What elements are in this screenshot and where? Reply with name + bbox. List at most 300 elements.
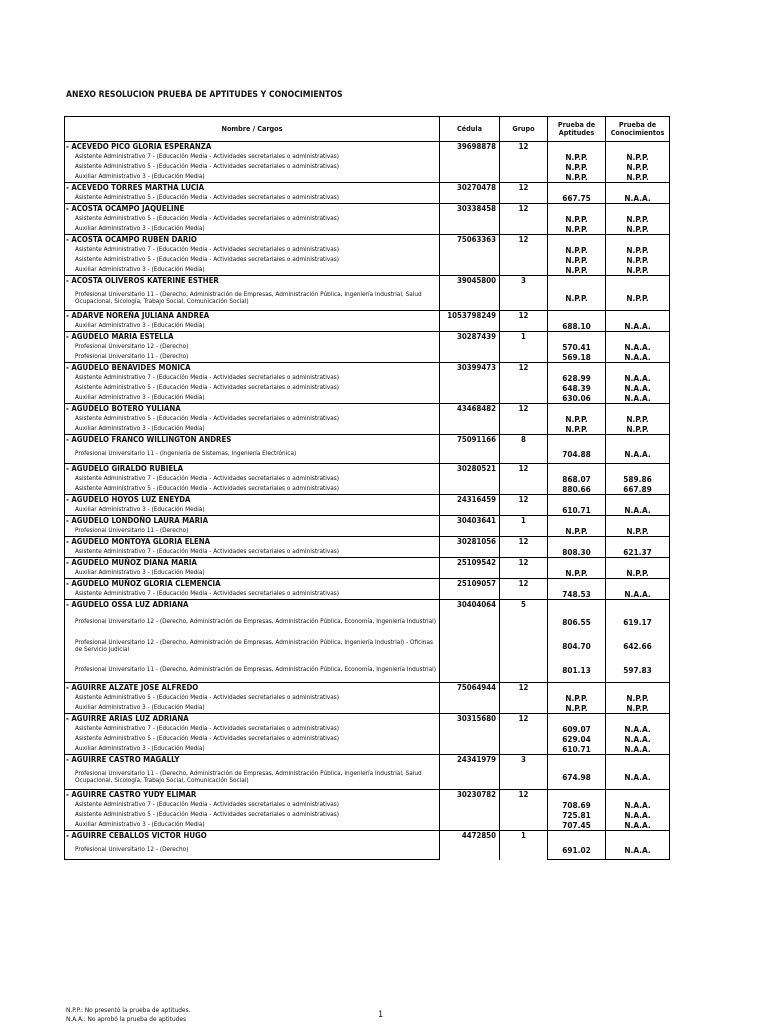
score-conocimientos: N.P.P. — [606, 414, 670, 424]
conocimientos-empty-cell — [606, 435, 670, 446]
position-row — [65, 152, 670, 162]
score-aptitudes: N.P.P. — [548, 286, 606, 311]
score-aptitudes: 708.69 — [548, 800, 606, 810]
conocimientos-empty-cell — [606, 790, 670, 801]
score-conocimientos: N.P.P. — [606, 526, 670, 537]
person-name: - ACOSTA OCAMPO RUBEN DARIO — [65, 235, 440, 246]
aptitudes-empty-cell — [548, 204, 606, 215]
person-grupo: 12 — [500, 790, 548, 831]
position-cargo: Asistente Administrativo 5 - (Educación Media - Actividades secretariales o administrativas) — [65, 255, 440, 265]
position-row — [65, 342, 670, 352]
position-cargo: Asistente Administrativo 5 - (Educación Media - Actividades secretariales o administrativas) — [65, 162, 440, 172]
position-row — [65, 383, 670, 393]
table-header-row — [65, 117, 670, 142]
position-row — [65, 658, 670, 683]
aptitudes-empty-cell — [548, 537, 606, 548]
aptitudes-empty-cell — [548, 579, 606, 590]
conocimientos-empty-cell — [606, 363, 670, 374]
aptitudes-empty-cell — [548, 516, 606, 527]
position-cargo: Profesional Universitario 12 - (Derecho, Administración de Empresas, Administración Pública, Economía, Ingeniería Industrial) — [65, 610, 440, 634]
position-cargo: Auxiliar Administrativo 3 - (Educación Media) — [65, 703, 440, 714]
score-aptitudes: 691.02 — [548, 841, 606, 860]
score-conocimientos: 642.66 — [606, 634, 670, 658]
position-row — [65, 373, 670, 383]
conocimientos-empty-cell — [606, 183, 670, 194]
person-grupo: 12 — [500, 683, 548, 714]
position-cargo: Auxiliar Administrativo 3 - (Educación Media) — [65, 505, 440, 516]
score-aptitudes: 570.41 — [548, 342, 606, 352]
person-cedula: 30281056 — [440, 537, 500, 558]
person-grupo: 5 — [500, 600, 548, 683]
score-conocimientos: N.A.A. — [606, 505, 670, 516]
score-aptitudes: N.P.P. — [548, 703, 606, 714]
person-cedula: 39045800 — [440, 276, 500, 311]
person-name: - AGUDELO MARIA ESTELLA — [65, 332, 440, 343]
score-aptitudes: 629.04 — [548, 734, 606, 744]
position-row — [65, 424, 670, 435]
person-grupo: 1 — [500, 516, 548, 537]
score-conocimientos: 667.89 — [606, 484, 670, 495]
person-name: - AGUIRRE CASTRO MAGALLY — [65, 755, 440, 766]
conocimientos-empty-cell — [606, 516, 670, 527]
person-grupo: 12 — [500, 311, 548, 332]
score-aptitudes: 628.99 — [548, 373, 606, 383]
person-row — [65, 683, 670, 694]
score-aptitudes: 725.81 — [548, 810, 606, 820]
person-name: - AGUDELO FRANCO WILLINGTON ANDRES — [65, 435, 440, 446]
person-row — [65, 142, 670, 153]
person-cedula: 30230782 — [440, 790, 500, 831]
conocimientos-empty-cell — [606, 311, 670, 322]
position-row — [65, 245, 670, 255]
person-row — [65, 600, 670, 611]
person-cedula: 25109057 — [440, 579, 500, 600]
score-conocimientos: N.P.P. — [606, 693, 670, 703]
person-grupo: 12 — [500, 404, 548, 435]
score-aptitudes: 674.98 — [548, 765, 606, 790]
table-body — [65, 142, 670, 860]
person-grupo: 1 — [500, 831, 548, 860]
person-row — [65, 714, 670, 725]
position-cargo: Asistente Administrativo 5 - (Educación Media - Actividades secretariales o administrativas) — [65, 734, 440, 744]
position-cargo: Auxiliar Administrativo 3 - (Educación Media) — [65, 393, 440, 404]
position-row — [65, 224, 670, 235]
position-row — [65, 352, 670, 363]
position-row — [65, 193, 670, 204]
person-cedula: 30287439 — [440, 332, 500, 363]
score-aptitudes: 868.07 — [548, 474, 606, 484]
position-cargo: Asistente Administrativo 5 - (Educación Media - Actividades secretariales o administrativas) — [65, 810, 440, 820]
person-grupo: 12 — [500, 204, 548, 235]
score-aptitudes: 748.53 — [548, 589, 606, 600]
score-conocimientos: N.P.P. — [606, 424, 670, 435]
score-conocimientos: N.P.P. — [606, 265, 670, 276]
position-row — [65, 505, 670, 516]
person-row — [65, 404, 670, 415]
conocimientos-empty-cell — [606, 142, 670, 153]
person-name: - AGUDELO BENAVIDES MONICA — [65, 363, 440, 374]
score-conocimientos: N.P.P. — [606, 255, 670, 265]
score-aptitudes: 806.55 — [548, 610, 606, 634]
person-row — [65, 495, 670, 506]
person-grupo: 12 — [500, 714, 548, 755]
score-conocimientos: N.P.P. — [606, 152, 670, 162]
person-grupo: 12 — [500, 235, 548, 276]
person-row — [65, 516, 670, 527]
position-row — [65, 445, 670, 464]
header-cedula: Cédula — [440, 117, 500, 142]
results-table — [64, 116, 670, 860]
position-row — [65, 744, 670, 755]
score-conocimientos: N.A.A. — [606, 800, 670, 810]
score-conocimientos: N.A.A. — [606, 383, 670, 393]
score-aptitudes: 667.75 — [548, 193, 606, 204]
score-aptitudes: N.P.P. — [548, 245, 606, 255]
position-cargo: Profesional Universitario 12 - (Derecho) — [65, 841, 440, 860]
aptitudes-empty-cell — [548, 363, 606, 374]
header-nombre: Nombre / Cargos — [65, 117, 440, 142]
score-conocimientos: N.A.A. — [606, 724, 670, 734]
score-conocimientos: N.A.A. — [606, 321, 670, 332]
position-row — [65, 634, 670, 658]
position-cargo: Asistente Administrativo 7 - (Educación Media - Actividades secretariales o administrativas) — [65, 152, 440, 162]
score-conocimientos: N.A.A. — [606, 342, 670, 352]
person-grupo: 12 — [500, 363, 548, 404]
score-conocimientos: 619.17 — [606, 610, 670, 634]
score-conocimientos: 589.86 — [606, 474, 670, 484]
score-aptitudes: 707.45 — [548, 820, 606, 831]
score-aptitudes: 808.30 — [548, 547, 606, 558]
score-aptitudes: 648.39 — [548, 383, 606, 393]
score-aptitudes: 804.70 — [548, 634, 606, 658]
person-cedula: 39698878 — [440, 142, 500, 183]
position-row — [65, 321, 670, 332]
person-name: - AGUDELO LONDOÑO LAURA MARIA — [65, 516, 440, 527]
position-cargo: Auxiliar Administrativo 3 - (Educación Media) — [65, 744, 440, 755]
position-cargo: Auxiliar Administrativo 3 - (Educación Media) — [65, 172, 440, 183]
position-row — [65, 703, 670, 714]
person-row — [65, 183, 670, 194]
position-row — [65, 162, 670, 172]
person-name: - AGUIRRE ALZATE JOSE ALFREDO — [65, 683, 440, 694]
position-cargo: Asistente Administrativo 7 - (Educación Media - Actividades secretariales o administrativas) — [65, 589, 440, 600]
position-row — [65, 214, 670, 224]
person-cedula: 30280521 — [440, 464, 500, 495]
person-grupo: 1 — [500, 332, 548, 363]
person-row — [65, 464, 670, 475]
score-aptitudes: N.P.P. — [548, 214, 606, 224]
person-grupo: 12 — [500, 495, 548, 516]
score-conocimientos: 597.83 — [606, 658, 670, 683]
score-aptitudes: 704.88 — [548, 445, 606, 464]
aptitudes-empty-cell — [548, 183, 606, 194]
person-name: - AGUDELO MUÑOZ DIANA MARIA — [65, 558, 440, 569]
person-row — [65, 558, 670, 569]
person-name: - ACOSTA OLIVEROS KATERINE ESTHER — [65, 276, 440, 287]
score-conocimientos: N.P.P. — [606, 286, 670, 311]
aptitudes-empty-cell — [548, 332, 606, 343]
aptitudes-empty-cell — [548, 435, 606, 446]
position-row — [65, 765, 670, 790]
person-name: - ACOSTA OCAMPO JAQUELINE — [65, 204, 440, 215]
position-row — [65, 810, 670, 820]
score-aptitudes: 630.06 — [548, 393, 606, 404]
score-conocimientos: N.A.A. — [606, 841, 670, 860]
aptitudes-empty-cell — [548, 311, 606, 322]
position-cargo: Profesional Universitario 11 - (Derecho, Administración de Empresas, Administración Pública, Economía, Ingeniería Industrial) — [65, 658, 440, 683]
position-row — [65, 589, 670, 600]
score-conocimientos: N.A.A. — [606, 820, 670, 831]
position-row — [65, 265, 670, 276]
score-aptitudes: 610.71 — [548, 744, 606, 755]
position-row — [65, 568, 670, 579]
score-aptitudes: N.P.P. — [548, 693, 606, 703]
position-cargo: Profesional Universitario 11 - (Derecho, Administración de Empresas, Administración Pública, Ingeniería Industrial, Salud Ocupacional, Sicología, Trabajo Social, Comunicación Social) — [65, 286, 440, 311]
score-conocimientos: N.A.A. — [606, 744, 670, 755]
conocimientos-empty-cell — [606, 537, 670, 548]
conocimientos-empty-cell — [606, 579, 670, 590]
position-cargo: Asistente Administrativo 7 - (Educación Media - Actividades secretariales o administrativas) — [65, 245, 440, 255]
aptitudes-empty-cell — [548, 714, 606, 725]
person-cedula: 30338458 — [440, 204, 500, 235]
position-cargo: Asistente Administrativo 5 - (Educación Media - Actividades secretariales o administrativas) — [65, 484, 440, 495]
score-conocimientos: N.P.P. — [606, 172, 670, 183]
conocimientos-empty-cell — [606, 235, 670, 246]
aptitudes-empty-cell — [548, 755, 606, 766]
person-name: - AGUDELO GIRALDO RUBIELA — [65, 464, 440, 475]
person-row — [65, 276, 670, 287]
conocimientos-empty-cell — [606, 495, 670, 506]
person-row — [65, 311, 670, 322]
person-grupo: 12 — [500, 183, 548, 204]
position-cargo: Asistente Administrativo 7 - (Educación Media - Actividades secretariales o administrativas) — [65, 547, 440, 558]
person-cedula: 24341979 — [440, 755, 500, 790]
person-cedula: 43468482 — [440, 404, 500, 435]
score-aptitudes: N.P.P. — [548, 255, 606, 265]
score-aptitudes: N.P.P. — [548, 265, 606, 276]
person-cedula: 25109542 — [440, 558, 500, 579]
position-row — [65, 800, 670, 810]
score-aptitudes: N.P.P. — [548, 162, 606, 172]
conocimientos-empty-cell — [606, 831, 670, 842]
position-row — [65, 393, 670, 404]
person-cedula: 30315680 — [440, 714, 500, 755]
person-name: - AGUDELO OSSA LUZ ADRIANA — [65, 600, 440, 611]
aptitudes-empty-cell — [548, 235, 606, 246]
header-grupo: Grupo — [500, 117, 548, 142]
conocimientos-empty-cell — [606, 332, 670, 343]
position-row — [65, 255, 670, 265]
score-aptitudes: N.P.P. — [548, 414, 606, 424]
score-aptitudes: 880.66 — [548, 484, 606, 495]
position-cargo: Auxiliar Administrativo 3 - (Educación Media) — [65, 321, 440, 332]
person-grupo: 3 — [500, 755, 548, 790]
person-name: - AGUDELO BOTERO YULIANA — [65, 404, 440, 415]
position-row — [65, 414, 670, 424]
person-cedula: 1053798249 — [440, 311, 500, 332]
person-grupo: 8 — [500, 435, 548, 464]
score-aptitudes: 569.18 — [548, 352, 606, 363]
person-cedula: 75063363 — [440, 235, 500, 276]
aptitudes-empty-cell — [548, 142, 606, 153]
conocimientos-empty-cell — [606, 600, 670, 611]
score-conocimientos: N.P.P. — [606, 245, 670, 255]
score-aptitudes: N.P.P. — [548, 172, 606, 183]
person-name: - ACEVEDO TORRES MARTHA LUCIA — [65, 183, 440, 194]
person-row — [65, 332, 670, 343]
header-aptitudes: Prueba de Aptitudes — [548, 117, 606, 142]
conocimientos-empty-cell — [606, 558, 670, 569]
person-row — [65, 537, 670, 548]
person-grupo: 12 — [500, 537, 548, 558]
conocimientos-empty-cell — [606, 464, 670, 475]
person-row — [65, 755, 670, 766]
score-aptitudes: N.P.P. — [548, 424, 606, 435]
score-conocimientos: N.P.P. — [606, 568, 670, 579]
position-cargo: Asistente Administrativo 7 - (Educación Media - Actividades secretariales o administrativas) — [65, 373, 440, 383]
score-conocimientos: N.A.A. — [606, 734, 670, 744]
header-conocimientos: Prueba de Conocimientos — [606, 117, 670, 142]
position-cargo: Asistente Administrativo 7 - (Educación Media - Actividades secretariales o administrativas) — [65, 724, 440, 734]
score-aptitudes: 609.07 — [548, 724, 606, 734]
aptitudes-empty-cell — [548, 495, 606, 506]
position-cargo: Asistente Administrativo 5 - (Educación Media - Actividades secretariales o administrativas) — [65, 193, 440, 204]
position-row — [65, 547, 670, 558]
person-grupo: 3 — [500, 276, 548, 311]
person-cedula: 30270478 — [440, 183, 500, 204]
score-aptitudes: 610.71 — [548, 505, 606, 516]
conocimientos-empty-cell — [606, 404, 670, 415]
aptitudes-empty-cell — [548, 600, 606, 611]
position-row — [65, 172, 670, 183]
aptitudes-empty-cell — [548, 558, 606, 569]
person-name: - AGUIRRE CEBALLOS VICTOR HUGO — [65, 831, 440, 842]
position-cargo: Profesional Universitario 11 - (Ingeniería de Sistemas, Ingeniería Electrónica) — [65, 445, 440, 464]
person-row — [65, 435, 670, 446]
position-row — [65, 693, 670, 703]
conocimientos-empty-cell — [606, 714, 670, 725]
position-cargo: Profesional Universitario 12 - (Derecho, Administración de Empresas, Administración Pública, Ingeniería Industrial) - Oficinas de Servicio Judicial — [65, 634, 440, 658]
aptitudes-empty-cell — [548, 683, 606, 694]
aptitudes-empty-cell — [548, 404, 606, 415]
score-conocimientos: N.A.A. — [606, 352, 670, 363]
person-row — [65, 363, 670, 374]
score-conocimientos: N.A.A. — [606, 373, 670, 383]
person-name: - ACEVEDO PICO GLORIA ESPERANZA — [65, 142, 440, 153]
position-row — [65, 286, 670, 311]
position-row — [65, 724, 670, 734]
person-name: - AGUDELO MONTOYA GLORIA ELENA — [65, 537, 440, 548]
position-cargo: Asistente Administrativo 5 - (Educación Media - Actividades secretariales o administrativas) — [65, 214, 440, 224]
aptitudes-empty-cell — [548, 790, 606, 801]
score-conocimientos: N.A.A. — [606, 810, 670, 820]
position-cargo: Asistente Administrativo 7 - (Educación Media - Actividades secretariales o administrativas) — [65, 800, 440, 810]
person-grupo: 12 — [500, 142, 548, 183]
score-conocimientos: N.A.A. — [606, 393, 670, 404]
position-cargo: Profesional Universitario 11 - (Derecho) — [65, 352, 440, 363]
person-row — [65, 790, 670, 801]
position-cargo: Auxiliar Administrativo 3 - (Educación Media) — [65, 820, 440, 831]
person-name: - AGUIRRE ARIAS LUZ ADRIANA — [65, 714, 440, 725]
score-conocimientos: N.A.A. — [606, 765, 670, 790]
position-cargo: Asistente Administrativo 5 - (Educación Media - Actividades secretariales o administrativas) — [65, 414, 440, 424]
aptitudes-empty-cell — [548, 831, 606, 842]
score-conocimientos: N.A.A. — [606, 193, 670, 204]
score-aptitudes: N.P.P. — [548, 568, 606, 579]
score-conocimientos: N.P.P. — [606, 214, 670, 224]
position-row — [65, 474, 670, 484]
position-cargo: Asistente Administrativo 5 - (Educación Media - Actividades secretariales o administrativas) — [65, 693, 440, 703]
score-aptitudes: N.P.P. — [548, 152, 606, 162]
score-aptitudes: N.P.P. — [548, 224, 606, 235]
position-cargo: Auxiliar Administrativo 3 - (Educación Media) — [65, 265, 440, 276]
position-row — [65, 526, 670, 537]
person-grupo: 12 — [500, 579, 548, 600]
position-cargo: Asistente Administrativo 7 - (Educación Media - Actividades secretariales o administrativas) — [65, 474, 440, 484]
person-cedula: 4472850 — [440, 831, 500, 860]
position-cargo: Auxiliar Administrativo 3 - (Educación Media) — [65, 568, 440, 579]
score-conocimientos: N.P.P. — [606, 224, 670, 235]
person-cedula: 75091166 — [440, 435, 500, 464]
position-cargo: Auxiliar Administrativo 3 - (Educación Media) — [65, 424, 440, 435]
conocimientos-empty-cell — [606, 755, 670, 766]
person-cedula: 24316459 — [440, 495, 500, 516]
person-name: - AGUIRRE CASTRO YUDY ELIMAR — [65, 790, 440, 801]
person-cedula: 30399473 — [440, 363, 500, 404]
person-cedula: 75064944 — [440, 683, 500, 714]
position-row — [65, 820, 670, 831]
person-row — [65, 579, 670, 590]
person-cedula: 30404064 — [440, 600, 500, 683]
position-cargo: Auxiliar Administrativo 3 - (Educación Media) — [65, 224, 440, 235]
page-title: ANEXO RESOLUCION PRUEBA DE APTITUDES Y CONOCIMIENTOS — [66, 90, 343, 100]
score-conocimientos: N.P.P. — [606, 703, 670, 714]
person-name: - AGUDELO HOYOS LUZ ENEYDA — [65, 495, 440, 506]
page-number: 1 — [378, 1010, 384, 1020]
person-row — [65, 204, 670, 215]
conocimientos-empty-cell — [606, 276, 670, 287]
position-cargo: Profesional Universitario 12 - (Derecho) — [65, 342, 440, 352]
score-conocimientos: N.P.P. — [606, 162, 670, 172]
score-aptitudes: 801.13 — [548, 658, 606, 683]
footnote-npp: N.P.P.: No presentó la prueba de aptitudes. — [66, 1006, 191, 1014]
position-row — [65, 484, 670, 495]
aptitudes-empty-cell — [548, 276, 606, 287]
person-grupo: 12 — [500, 464, 548, 495]
footnote-naa: N.A.A.: No aprobó la prueba de aptitudes — [66, 1015, 187, 1023]
score-aptitudes: 688.10 — [548, 321, 606, 332]
conocimientos-empty-cell — [606, 204, 670, 215]
aptitudes-empty-cell — [548, 464, 606, 475]
score-conocimientos: N.A.A. — [606, 589, 670, 600]
person-grupo: 12 — [500, 558, 548, 579]
position-cargo: Profesional Universitario 11 - (Derecho, Administración de Empresas, Administración Pública, Ingeniería Industrial, Salud Ocupacional, Sicología, Trabajo Social, Comunicación Social) — [65, 765, 440, 790]
position-cargo: Profesional Universitario 11 - (Derecho) — [65, 526, 440, 537]
conocimientos-empty-cell — [606, 683, 670, 694]
score-conocimientos: N.A.A. — [606, 445, 670, 464]
position-cargo: Asistente Administrativo 5 - (Educación Media - Actividades secretariales o administrativas) — [65, 383, 440, 393]
person-row — [65, 235, 670, 246]
score-aptitudes: N.P.P. — [548, 526, 606, 537]
person-row — [65, 831, 670, 842]
person-name: - AGUDELO MUÑOZ GLORIA CLEMENCIA — [65, 579, 440, 590]
score-conocimientos: 621.37 — [606, 547, 670, 558]
person-name: - ADARVE NOREÑA JULIANA ANDREA — [65, 311, 440, 322]
person-cedula: 30403641 — [440, 516, 500, 537]
position-row — [65, 841, 670, 860]
position-row — [65, 734, 670, 744]
position-row — [65, 610, 670, 634]
